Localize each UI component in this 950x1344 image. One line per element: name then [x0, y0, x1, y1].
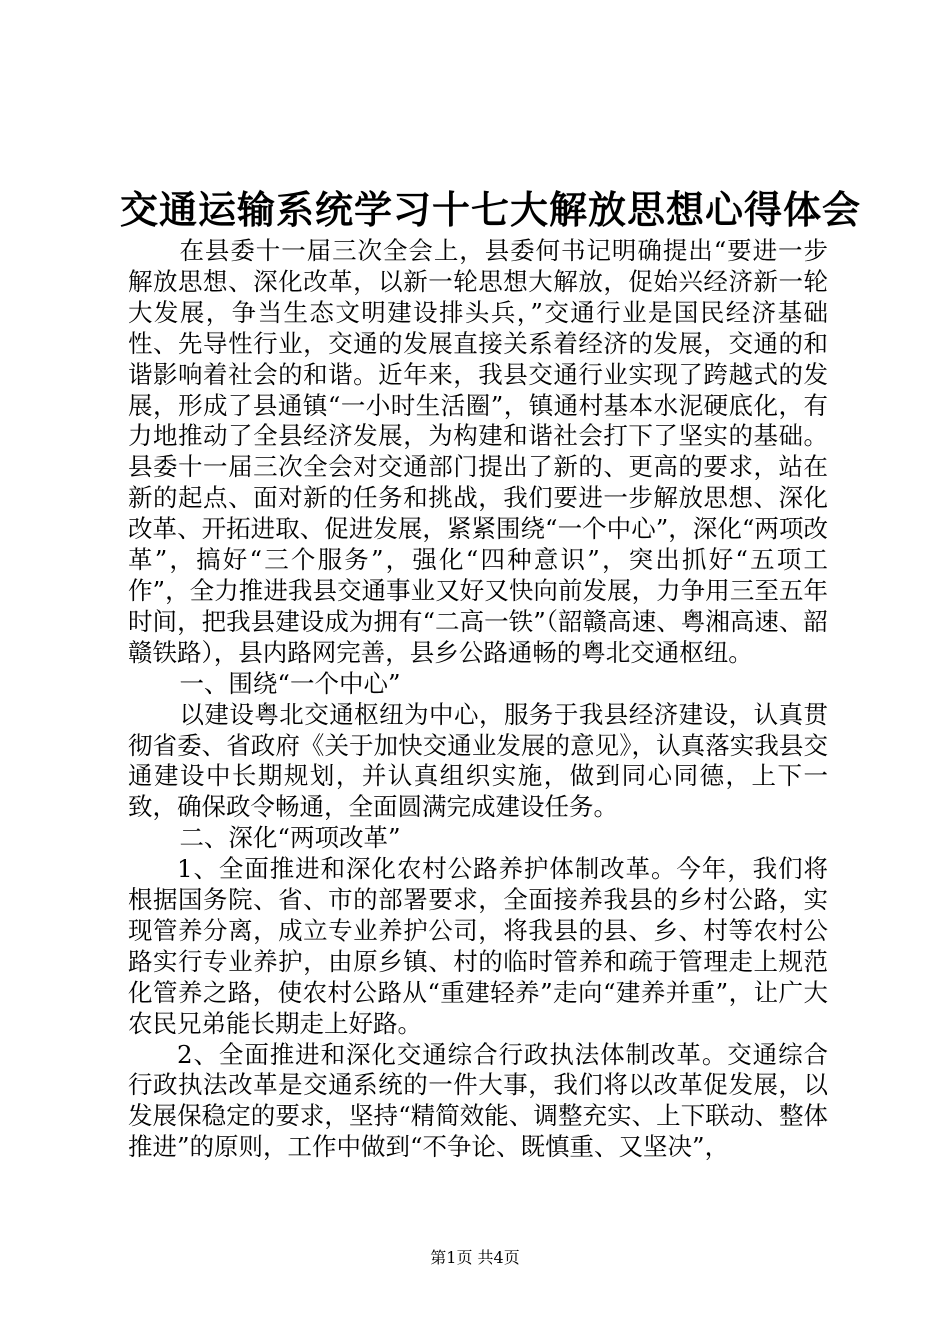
document-body	[128, 236, 828, 1163]
paragraph-item-2: 2、全面推进和深化交通综合行政执法体制改革。交通综合行政执法改革是交通系统的一件大事，我们将以改革促发展，以发展保稳定的要求，坚持“精简效能、调整充实、上下联动、整体推进”的原则，工作中做到“不争论、既慎重、又坚决”，	[128, 1039, 828, 1162]
paragraph-intro: 在县委十一届三次全会上，县委何书记明确提出“要进一步解放思想、深化改革，以新一轮思想大解放，促始兴经济新一轮大发展，争当生态文明建设排头兵，”交通行业是国民经济基础性、先导性行业，交通的发展直接关系着经济的发展，交通的和谐影响着社会的和谐。近年来，我县交通行业实现了跨越式的发展，形成了县通镇“一小时生活圈”，镇通村基本水泥硬底化，有力地推动了全县经济发展，为构建和谐社会打下了坚实的基础。县委十一届三次全会对交通部门提出了新的、更高的要求，站在新的起点、面对新的任务和挑战，我们要进一步解放思想、深化改革、开拓进取、促进发展，紧紧围绕“一个中心”，深化“两项改革”，搞好“三个服务”，强化“四种意识”，突出抓好“五项工作”，全力推进我县交通事业又好又快向前发展，力争用三至五年时间，把我县建设成为拥有“二高一铁”（韶赣高速、粤湘高速、韶赣铁路），县内路网完善，县乡公路通畅的粤北交通枢纽。	[128, 236, 828, 667]
page-footer: 第1页 共4页	[430, 1248, 520, 1267]
section-heading-2: 二、深化“两项改革”	[179, 823, 401, 853]
paragraph-item-1: 1、全面推进和深化农村公路养护体制改革。今年，我们将根据国务院、省、市的部署要求，全面接养我县的乡村公路，实现管养分离，成立专业养护公司，将我县的县、乡、村等农村公路实行专业养护，由原乡镇、村的临时管养和疏于管理走上规范化管养之路，使农村公路从“重建轻养”走向“建养并重”，让广大农民兄弟能长期走上好路。	[128, 854, 828, 1038]
section-heading-1: 一、围绕“一个中心”	[179, 668, 401, 698]
paragraph-section-1: 以建设粤北交通枢纽为中心，服务于我县经济建设，认真贯彻省委、省政府《关于加快交通业发展的意见》，认真落实我县交通建设中长期规划，并认真组织实施，做到同心同德，上下一致，确保政令畅通，全面圆满完成建设任务。	[128, 699, 828, 822]
document-title: 交通运输系统学习十七大解放思想心得体会	[120, 187, 862, 232]
